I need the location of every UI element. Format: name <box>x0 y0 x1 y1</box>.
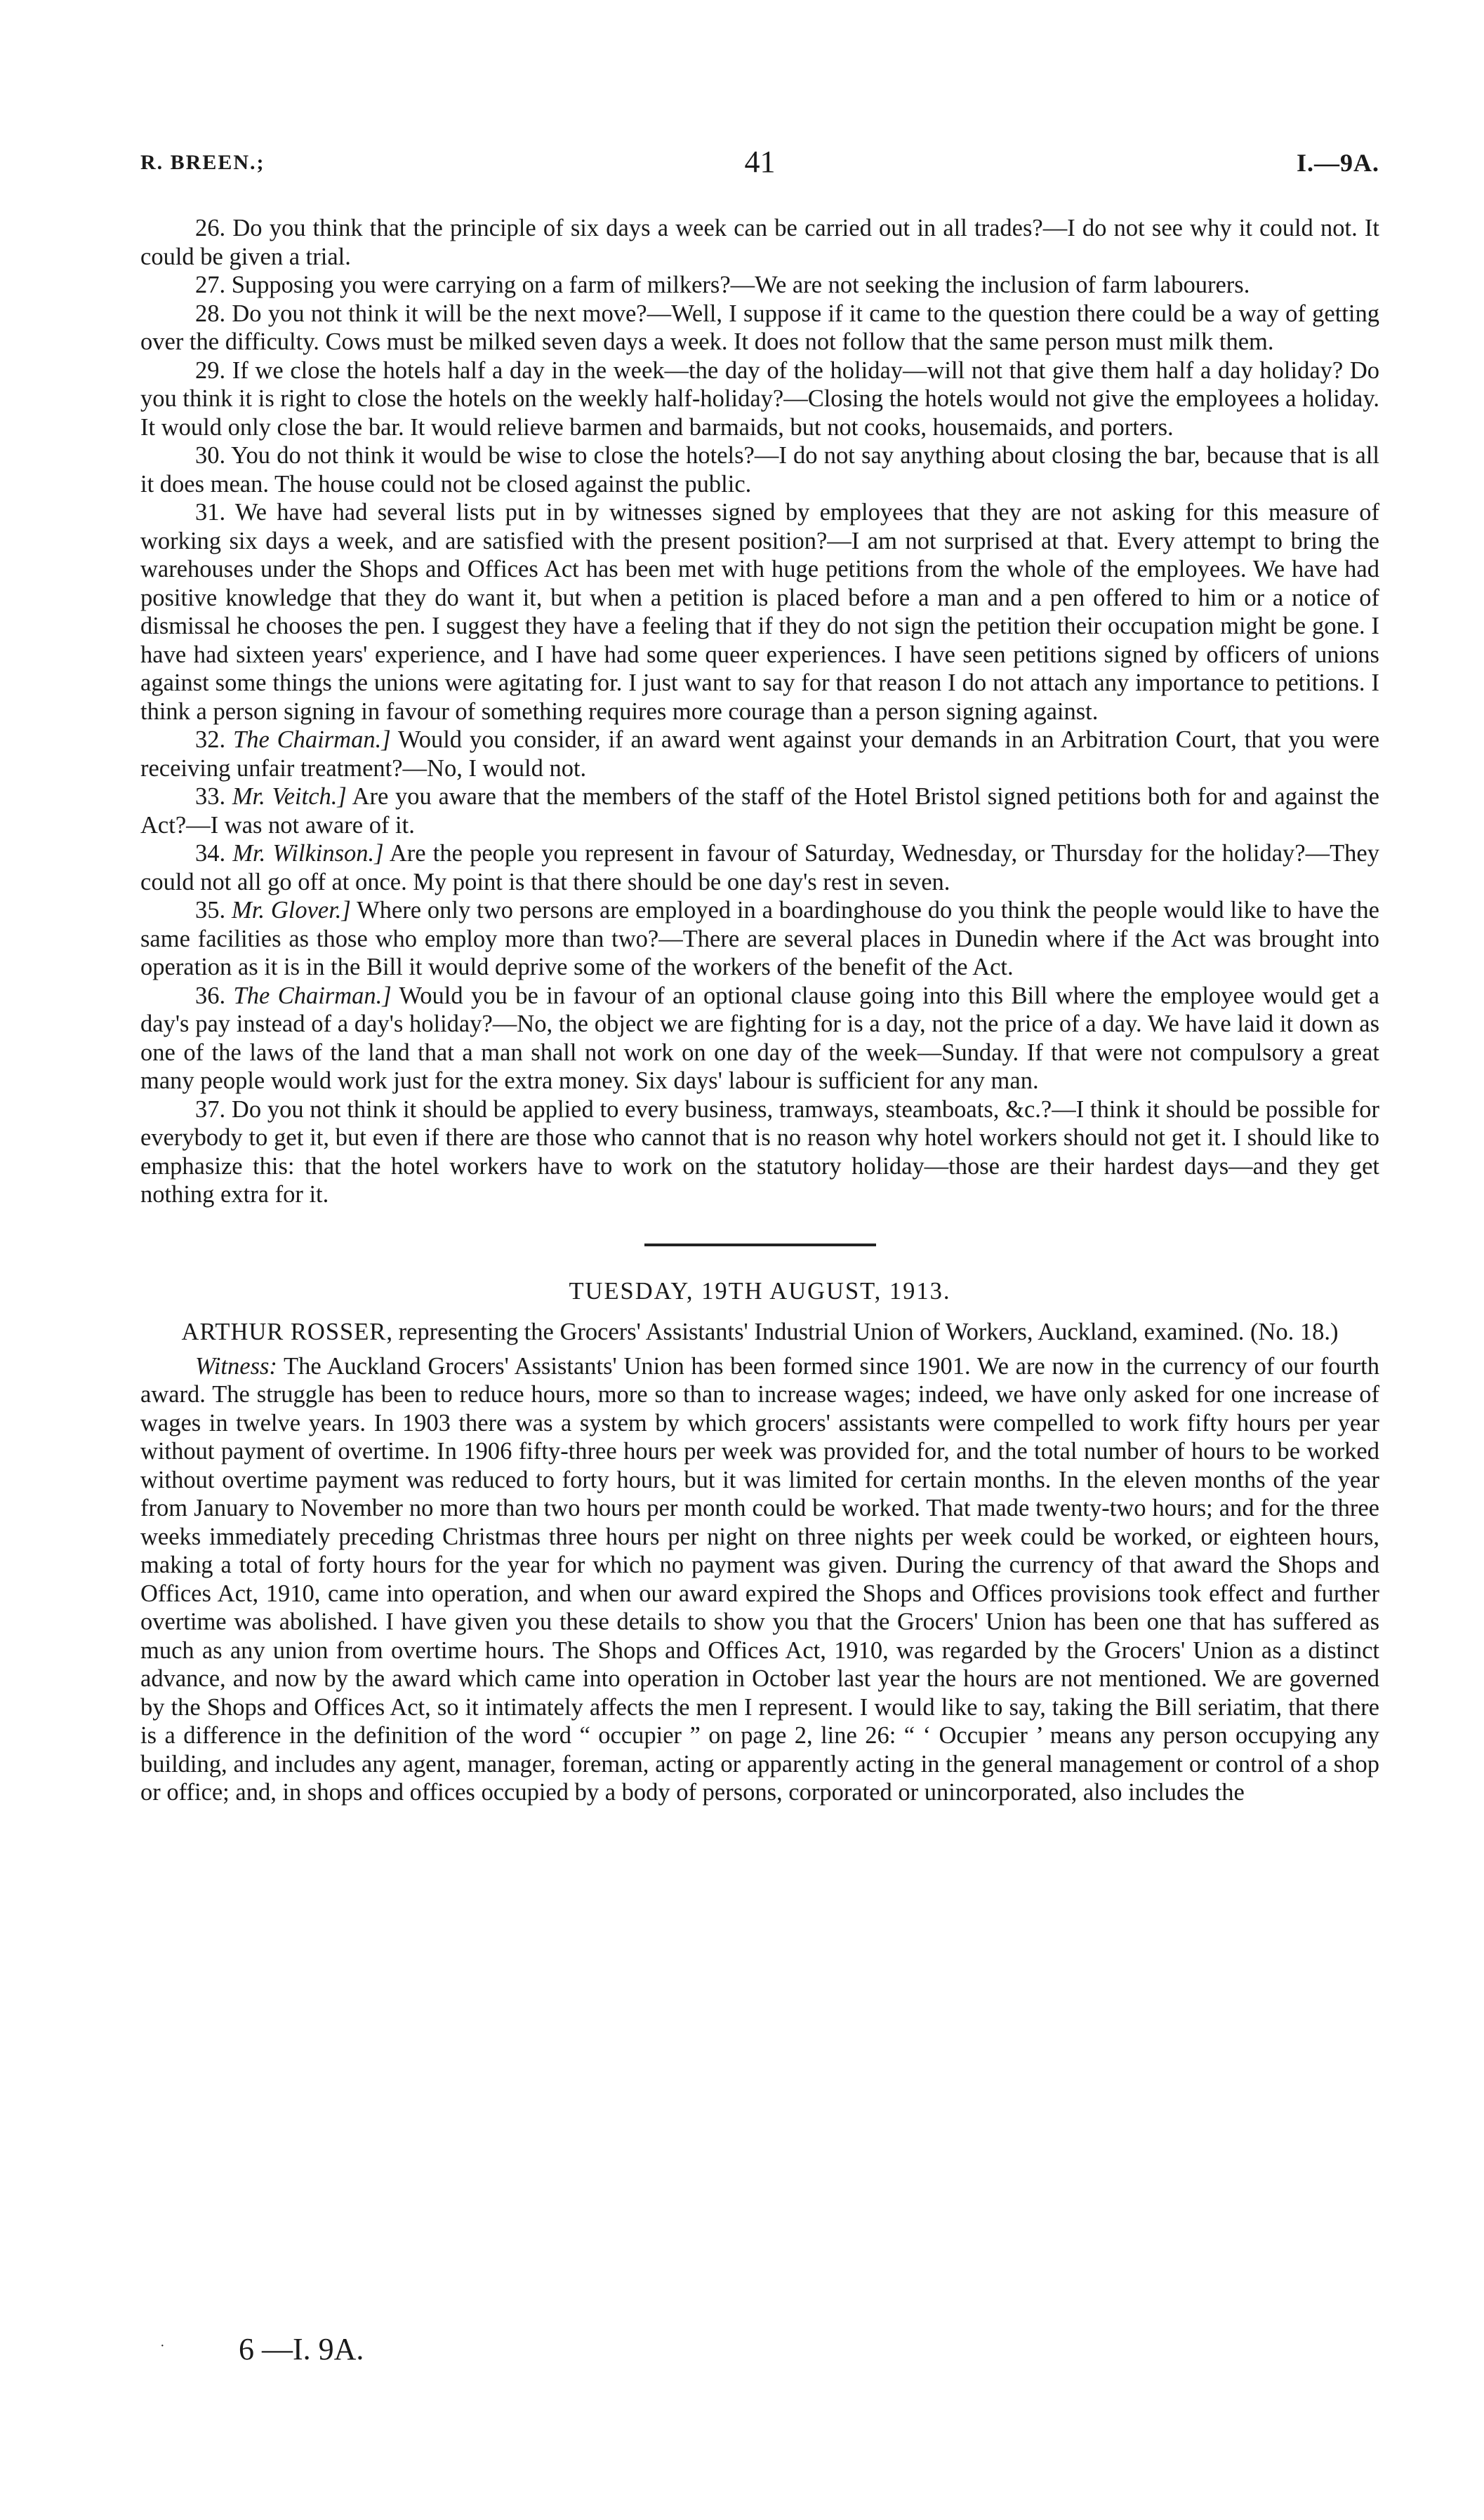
document-body <box>140 214 1379 1807</box>
question-26: 26. Do you think that the principle of six days a week can be carried out in all trades?—I do not see why it could not. It could be given a trial. <box>140 215 1379 270</box>
question-27: 27. Supposing you were carrying on a farm of milkers?—We are not seeking the inclusion of farm labourers. <box>195 272 1250 298</box>
question-30: 30. You do not think it would be wise to close the hotels?—I do not say anything about closing the bar, because that is all it does mean. The house could not be closed against the public. <box>140 442 1379 498</box>
footer-mark: · <box>160 2338 165 2354</box>
header-witness-name: R. BREEN.; <box>140 151 265 174</box>
speaker-label: Mr. Glover.] <box>232 897 351 924</box>
question-34: 34. Mr. Wilkinson.] Are the people you represent in favour of Saturday, Wednesday, or Thursday for the holiday?—They could not all go off at once. My point is that there should be one day's rest in seven. <box>140 840 1379 895</box>
witness-heading <box>140 1318 1379 1347</box>
witness-description: , representing the Grocers' Assistants' Industrial Union of Workers, Auckland, examined. (No. 18.) <box>386 1319 1339 1345</box>
speaker-label: The Chairman.] <box>233 982 392 1009</box>
page-header <box>140 144 1379 186</box>
question-36: 36. The Chairman.] Would you be in favour of an optional clause going into this Bill where the employee would get a day's pay instead of a day's holiday?—No, the object we are fighting for is a day, not the price of a day. We have laid it down as one of the laws of the land that a man shall not work on one day of the week—Sunday. If that were not compulsory a great many people would work just for the extra money. Six days' labour is sufficient for any man. <box>140 982 1379 1094</box>
question-37: 37. Do you not think it should be applied to every business, tramways, steamboats, &c.?—I think it should be possible for everybody to get it, but even if there are those who cannot that is no reason why hotel workers should not get it. I should like to emphasize this: that the hotel workers have to work on the statutory holiday—those are their hardest days—and they get nothing extra for it. <box>140 1095 1379 1208</box>
question-31: 31. We have had several lists put in by witnesses signed by employees that they are not asking for this measure of working six days a week, and are satisfied with the present position?—I am not surprised at that. Every attempt to bring the warehouses under the Shops and Offices Act has been met with huge petitions from the whole of the employees. We have had positive knowledge that they do want it, but when a petition is placed before a man and a pen offered to him or a notice of dismissal he chooses the pen. I suggest they have a feeling that if they do not sign the petition their occupation might be gone. I have had sixteen years' experience, and I have had some queer experiences. I have seen petitions signed by officers of unions against some things the unions were agitating for. I just want to say for that reason I do not attach any importance to petitions. I think a person signing in favour of something requires more courage than a person signing against. <box>140 499 1379 725</box>
session-date: TUESDAY, 19TH AUGUST, 1913. <box>569 1277 951 1305</box>
question-35: 35. Mr. Glover.] Where only two persons are employed in a boardinghouse do you think the people would like to have the same facilities as those who employ more than two?—There are several places in Dunedin where if the Act was brought into operation as it is in the Bill it would deprive some of the workers of the benefit of the Act. <box>140 897 1379 980</box>
witness-name: ARTHUR ROSSER <box>181 1319 387 1345</box>
header-paper-code: I.—9A. <box>1296 149 1379 177</box>
speaker-label: Mr. Wilkinson.] <box>232 840 384 867</box>
question-33: 33. Mr. Veitch.] Are you aware that the members of the staff of the Hotel Bristol signed petitions both for and against the Act?—I was not aware of it. <box>140 783 1379 839</box>
section-divider <box>644 1244 876 1246</box>
question-29: 29. If we close the hotels half a day in the week—the day of the holiday—will not that give them half a day holiday? Do you think it is right to close the hotels on the weekly half-holiday?—Closing the hotels would not give the employees a holiday. It would only close the bar. It would relieve barmen and barmaids, but not cooks, housemaids, and porters. <box>140 356 1380 441</box>
page-number: 41 <box>744 145 776 179</box>
witness-statement: Witness: The Auckland Grocers' Assistants' Union has been formed since 1901. We are now in the currency of our fourth award. The struggle has been to reduce hours, more so than to increase wages; indeed, we have only asked for one increase of wages in twelve years. In 1903 there was a system by which grocers' assistants were compelled to work fifty hours per year without payment of overtime. In 1906 fifty-three hours per week was provided for, and the total number of hours to be worked without overtime payment was reduced to forty hours, but it was limited for certain months. In the eleven months of the year from January to November no more than two hours per month could be worked. That made twenty-two hours; and for the three weeks immediately preceding Christmas three hours per night on three nights per week could be worked, or eighteen hours, making a total of forty hours for the year for which no payment was given. During the currency of that award the Shops and Offices Act, 1910, came into operation, and when our award expired the Shops and Offices provisions took effect and further overtime was abolished. I have given you these details to show you that the Grocers' Union has been one that has suffered as much as any union from overtime hours. The Shops and Offices Act, 1910, was regarded by the Grocers' Union as a distinct advance, and now by the award which came into operation in October last year the hours are not mentioned. We are governed by the Shops and Offices Act, so it intimately affects the men I represent. I would like to say, taking the Bill seriatim, that there is a difference in the definition of the word “ occupier ” on page 2, line 26: “ ‘ Occupier ’ means any person occupying any building, and includes any agent, manager, foreman, acting or apparently acting in the general management or control of a shop or office; and, in shops and offices occupied by a body of persons, corporated or unincorporated, also includes the <box>140 1352 1379 1806</box>
speaker-label: Mr. Veitch.] <box>232 783 347 810</box>
question-32: 32. The Chairman.] Would you consider, if an award went against your demands in an Arbitration Court, that you were receiving unfair treatment?—No, I would not. <box>140 726 1380 782</box>
witness-label: Witness: <box>195 1352 277 1380</box>
speaker-label: The Chairman.] <box>233 726 391 753</box>
sheet-signature: 6 —I. 9A. <box>239 2332 364 2366</box>
question-28: 28. Do you not think it will be the next move?—Well, I suppose if it came to the question there could be a way of getting over the difficulty. Cows must be milked seven days a week. It does not follow that the same person must milk them. <box>140 300 1380 355</box>
